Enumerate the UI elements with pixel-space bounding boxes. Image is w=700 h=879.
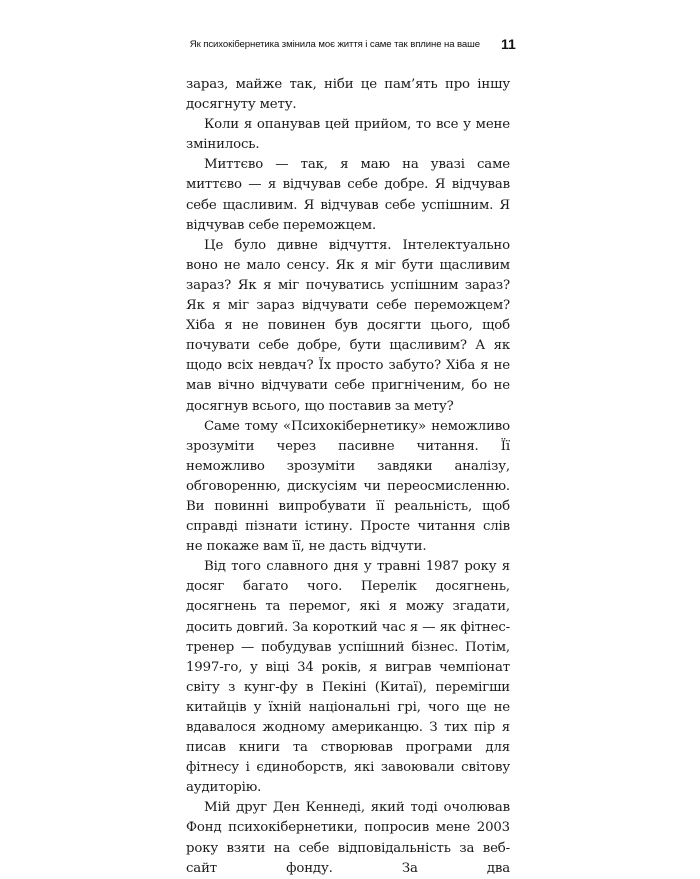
paragraph-6: Від того славного дня у травні 1987 року я досяг багато чого. Перелік досягнень, досягнень та перемог, які я можу згадати, досить довгий. За короткий час я — як фітнес-тренер — побудував успішний бізнес. Потім, 1997-го, у віці 34 років, я виграв чемпіонат світу з кунг-фу в Пекіні (Китаї), перемігши китайців у їхній національні грі, чого ще не вдавалося жодному американцю. З тих пір я писав книги та створював програми для фітнесу і єдиноборств, які завоювали світову аудиторію. xyxy=(186,559,510,796)
paragraph-5: Саме тому «Психокібернетику» неможливо зрозуміти через пасивне читання. Її неможливо зрозуміти завдяки аналізу, обговоренню, дискусіям чи переосмисленню. Ви повинні випробувати її реальність, щоб справді пізнати істину. Просте читання слів не покаже вам її, не дасть відчути. xyxy=(186,418,510,555)
running-title: Як психокібернетика змінила моє життя і саме так вплине на ваше xyxy=(189,39,480,50)
paragraph-7: Мій друг Ден Кеннеді, який тоді очолював Фонд психокібернетики, попросив мене 2003 року взяти на себе відповідальність за веб-сайт фонду. За два xyxy=(186,800,510,876)
page-number: 11 xyxy=(501,36,516,52)
paragraph-1: зараз, майже так, ніби це пам’ять про іншу досягнуту мету. xyxy=(186,77,510,113)
paragraph-3: Миттєво — так, я маю на увазі саме миттєво — я відчував себе добре. Я відчував себе щасливим. Я відчував себе успішним. Я відчував себе переможцем. xyxy=(186,157,510,233)
running-head xyxy=(0,36,520,56)
body-text xyxy=(186,75,510,879)
paragraph-2: Коли я опанував цей прийом, то все у мене змінилось. xyxy=(186,117,510,153)
paragraph-4: Це було дивне відчуття. Інтелектуально воно не мало сенсу. Як я міг бути щасливим зараз? Як я міг почуватись успішним зараз? Як я міг зараз відчувати себе переможцем? Хіба я не повинен був досягти цього, щоб почувати себе добре, бути щасливим? А як щодо всіх невдач? Їх просто забуто? Хіба я не мав вічно відчувати себе пригніченим, бо не досягнув всього, що поставив за мету? xyxy=(186,237,510,414)
